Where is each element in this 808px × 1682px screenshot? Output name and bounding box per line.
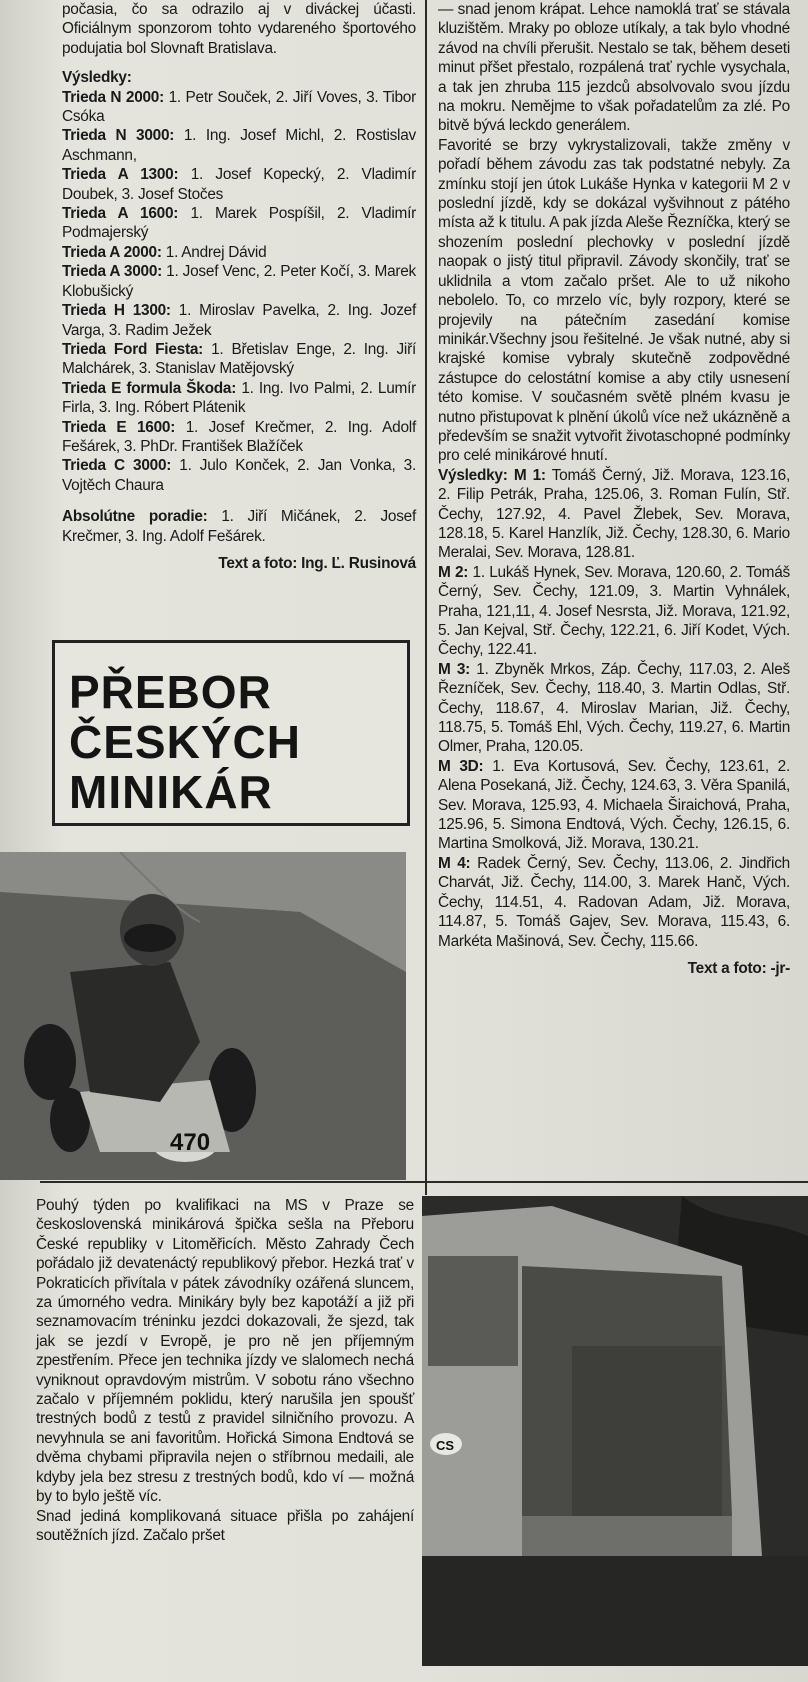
result-text: 1. Josef Kopecký, 2. Vladimír Doubek, 3. Josef Stočes <box>62 166 416 203</box>
result-label: M 3D: <box>438 757 484 775</box>
result-text: 1. Zbyněk Mrkos, Záp. Čechy, 117.03, 2. Aleš Řezníček, Sev. Čechy, 118.40, 3. Martin Odlas, Stř. Čechy, 118.67, 4. Miroslav Marian, Již. Čechy, 118.75, 5. Tomáš Ehl, Vých. Čechy, 119.27, 6. Martin Olmer, Praha, 120.05. <box>438 660 790 756</box>
result-text: Radek Černý, Sev. Čechy, 113.06, 2. Jindřich Charvát, Již. Čechy, 114.00, 3. Marek Hanč, Vých. Čechy, 114.51, 4. Radovan Adam, Již. Morava, 114.87, 5. Tomáš Gajev, Sev. Morava, 115.43, 6. Markéta Mašinová, Sev. Čechy, 115.66. <box>438 854 790 950</box>
result-label: Trieda A 1600: <box>62 205 179 223</box>
kart-number: 470 <box>170 1129 211 1156</box>
results-heading: Výsledky: <box>62 69 132 87</box>
minikar-results <box>438 466 790 951</box>
result-label: M 2: <box>438 563 469 581</box>
result-text: Tomáš Černý, Již. Morava, 123.16, 2. Filip Petrák, Praha, 125.06, 3. Roman Fulín, Stř. Čechy, 127.92, 4. Pavel Žlebek, Sev. Morava, 128.18, 5. Karel Hanzlík, Již. Čechy, 128.30, 6. Mario Meralai, Sev. Morava, 128.81. <box>438 466 790 562</box>
result-entry <box>438 660 790 757</box>
photo-kart-driver <box>0 852 406 1180</box>
result-entry <box>62 340 416 379</box>
result-text: 1. Ing. Josef Michl, 2. Rostislav Aschmann, <box>62 127 416 164</box>
result-label: M 4: <box>438 854 471 872</box>
right-article-column <box>438 0 790 978</box>
result-text: 1. Petr Souček, 2. Jiří Voves, 3. Tibor Csóka <box>62 88 416 126</box>
right-paragraph-1: — snad jenom krápat. Lehce namoklá trať se stávala kluzištěm. Mraky po obloze utíkaly, a tak bylo vhodné závod na chvíli přerušit. Nestalo se tak, během deseti minut přšet přestalo, rozpálená trať rychle vysychala, a tak jen zhruba 115 jezdců absolvovalo svou jízdu na mokru. Nemějme to však pořadatelům za zlé. Po bitvě bývá leckdo generálem. <box>438 1 790 135</box>
headline-box <box>52 640 410 826</box>
result-entry <box>62 379 416 418</box>
right-paragraph-2: Favorité se brzy vykrystalizovali, takže změny v pořadí během závodu zas tak podstatné nebyly. Za zmínku stojí jen útok Lukáše Hynka v kategorii M 2 v poslední jízdě, kdy se dokázal vyšvihnout z pátého místa až k titulu. A pak jízda Aleše Řezníčka, který se shozením poslední plechovky v poslední jízdě naopak o jistý titul připravil. Závody skončily, trať se uklidnila a vtom začalo pršet. Ale to už nikoho nebolelo. To, co mrzelo víc, byly rozpory, které se projevily na pátečním zasedání komise minikár.Všechny jsou řešitelné. Je však nutné, aby si krajské komise vybraly skutečně zodpovědné zástupce do celostátní komise a aby ctily usnesení této komise. V současném světě plném kvasu je nutno přistupovat k plnění úkolů více než ukázněně a především se snažit vytvořit životaschopné podmínky pro celé minikárové hnutí. <box>438 136 790 465</box>
result-text: 1. Josef Venc, 2. Peter Kočí, 3. Marek Klobušický <box>62 263 417 300</box>
result-label: Trieda A 2000: <box>62 243 162 261</box>
article-paragraph-2: Snad jediná komplikovaná situace přišla po zahájení soutěžních jízd. Začalo pršet <box>36 1507 414 1544</box>
kart-illustration <box>0 852 406 1180</box>
intro-paragraph: počasia, čo sa odrazilo aj v diváckej účasti. Oficiálnym sponzorom tohto vydareného športového podujatia bol Slovnaft Bratislava. <box>62 1 416 57</box>
result-text: 1. Marek Pospíšil, 2. Vladimír Podmajerský <box>62 205 416 242</box>
overall-text: 1. Jiří Mičánek, 2. Josef Krečmer, 3. Ing. Adolf Fešárek. <box>62 508 416 545</box>
right-credit: Text a foto: -jr- <box>687 959 790 977</box>
result-entry <box>438 757 790 854</box>
result-label: Výsledky: M 1: <box>438 466 546 484</box>
result-text: 1. Eva Kortusová, Sev. Čechy, 123.61, 2. Alena Posekaná, Již. Čechy, 124.63, 3. Věra Spanilá, Sev. Morava, 125.93, 4. Michaela Širaichová, Praha, 125.96, 5. Simona Endtová, Vých. Čechy, 126.15, 6. Martina Smolková, Již. Morava, 130.21. <box>438 757 790 853</box>
result-entry <box>62 243 416 262</box>
section-divider <box>40 1181 808 1183</box>
photo-caravan-tent <box>422 1196 808 1666</box>
headline: PŘEBOR ČESKÝCH MINIKÁR <box>69 666 301 818</box>
result-label: M 3: <box>438 660 471 678</box>
result-text: 1. Břetislav Enge, 2. Ing. Jiří Malchárek, 3. Stanislav Matějovský <box>62 340 416 378</box>
result-label: Trieda A 1300: <box>62 166 179 184</box>
result-text: 1. Lukáš Hynek, Sev. Morava, 120.60, 2. Tomáš Černý, Sev. Čechy, 121.09, 3. Martin Vyhnálek, Praha, 121,11, 4. Josef Nesrsta, Již. Morava, 121.92, 5. Jan Kejval, Stř. Čechy, 122.21, 6. Jiří Kodet, Vých. Čechy, 122.41. <box>438 563 790 659</box>
result-text: 1. Josef Krečmer, 2. Ing. Adolf Fešárek, 3. PhDr. František Blažíček <box>62 418 416 455</box>
result-entry <box>438 466 790 563</box>
caravan-illustration <box>422 1196 808 1666</box>
result-entry <box>62 204 416 243</box>
overall-label: Absolútne poradie: <box>62 508 208 526</box>
result-label: Trieda E formula Škoda: <box>62 379 237 397</box>
result-label: Trieda Ford Fiesta: <box>62 340 204 358</box>
result-entry <box>62 126 416 165</box>
left-article-column <box>36 1196 414 1545</box>
result-label: Trieda N 3000: <box>62 127 175 145</box>
result-entry <box>62 165 416 204</box>
result-entry <box>438 563 790 660</box>
result-entry <box>62 301 416 340</box>
result-text: 1. Miroslav Pavelka, 2. Ing. Jozef Varga, 3. Radim Ježek <box>62 302 416 339</box>
result-text: 1. Ing. Ivo Palmi, 2. Lumír Firla, 3. Ing. Róbert Plátenik <box>62 379 416 417</box>
result-text: 1. Julo Konček, 2. Jan Vonka, 3. Vojtěch Chaura <box>62 457 416 494</box>
result-entry <box>62 456 416 495</box>
article-paragraph-1: Pouhý týden po kvalifikaci na MS v Praze se československá minikárová špička sešla na Přeboru České republiky v Litoměřicích. Město Zahrady Čech pořádalo již devatenáctý republikový přebor. Hezká trať v Pokraticích přivítala v pátek závodníky ozářená sluncem, za úmorného vedra. Minikáry byly bez kapotáží a již při seznamovacím tréninku jezdci dokazovali, že sjezd, tak jak se jezdí v Evropě, je pro ně jen příjemným zpestřením. Přece jen technika jízdy ve slalomech nechá vyniknout opravdovým mistrům. V sobotu ráno všechno začalo v příjemném poklidu, který narušila jen spoušť trestných bodů z testů z pravidel silničního provozu. A nevyhnula se ani favoritům. Hořická Simona Endtová se dvěma chybami připravila nejen o stříbrnou medaili, ale kdyby jela bez stresu z trestných bodů, kdo ví — možná by to bylo ještě víc. <box>36 1197 414 1506</box>
left-results-column <box>62 0 416 573</box>
results-list <box>62 88 416 496</box>
column-divider <box>425 0 427 1195</box>
result-entry <box>62 262 416 301</box>
result-label: Trieda C 3000: <box>62 457 172 475</box>
result-entry <box>62 88 416 127</box>
result-entry <box>438 854 790 951</box>
result-label: Trieda H 1300: <box>62 302 171 320</box>
result-label: Trieda E 1600: <box>62 418 176 436</box>
result-label: Trieda A 3000: <box>62 263 163 281</box>
result-text: 1. Andrej Dávid <box>161 243 267 261</box>
overall-ranking <box>62 507 416 546</box>
result-label: Trieda N 2000: <box>62 88 164 106</box>
oval-plate: CS <box>436 1438 455 1453</box>
result-entry <box>62 418 416 457</box>
left-credit: Text a foto: Ing. Ľ. Rusinová <box>218 554 416 572</box>
